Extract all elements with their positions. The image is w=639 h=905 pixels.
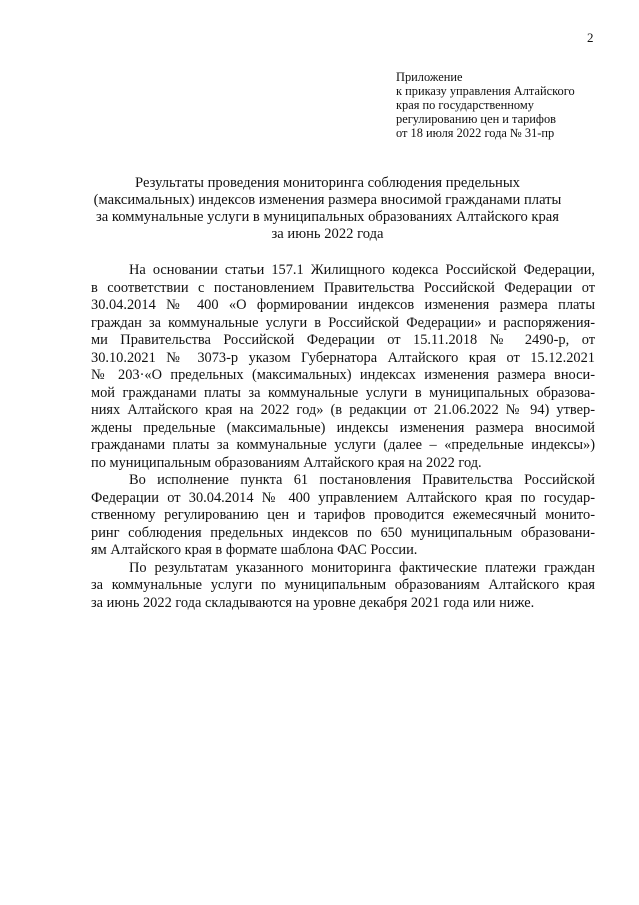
text-line: за июнь 2022 года складываются на уровне декабря 2021 года или ниже. [91, 594, 535, 611]
document-body [91, 262, 595, 612]
text-line: № 203·«О предельных (максимальных) индексах изменения размера вноси- [91, 367, 595, 383]
paragraph-monitoring [91, 472, 595, 560]
text-line: граждан за коммунальные услуги в Российской Федерации» и распоряжения- [91, 314, 595, 331]
page-number: 2 [587, 30, 594, 45]
text-line: ринг соблюдения предельных индексов по 650 муниципальным образовани- [91, 524, 595, 541]
text-line: ми Правительства Российской Федерации от 15.11.2018 № 2490-р, от [91, 332, 595, 348]
appendix-line: края по государственному [396, 98, 534, 112]
appendix-line: от 18 июля 2022 года № 31-пр [396, 126, 555, 140]
text-line: ственному регулированию цен и тарифов проводится ежемесячный монито- [91, 507, 595, 523]
text-line: 30.04.2014 № 400 «О формировании индексов изменения размера платы [91, 297, 595, 313]
text-line: мой гражданами платы за коммунальные услуги в муниципальных образова- [91, 384, 595, 401]
appendix-line: Приложение [396, 70, 463, 84]
appendix-block [396, 70, 626, 140]
paragraph-basis [91, 262, 595, 472]
text-line: ждены предельные (максимальные) индексы изменения размера вносимой [91, 419, 595, 436]
appendix-line: регулированию цен и тарифов [396, 112, 556, 126]
text-line: Федерации от 30.04.2014 № 400 управлением Алтайского края по государ- [91, 489, 595, 506]
text-line: По результатам указанного мониторинга фактические платежи граждан [129, 559, 595, 576]
appendix-line: к приказу управления Алтайского [396, 84, 575, 98]
title-line: Результаты проведения мониторинга соблюдения предельных [135, 175, 520, 191]
title-line: (максимальных) индексов изменения размера вносимой гражданами платы [93, 192, 562, 208]
title-line: за июнь 2022 года [271, 226, 384, 242]
text-line: гражданами платы за коммунальные услуги (далее – «предельные индексы») [91, 437, 595, 453]
text-line: ниях Алтайского края на 2022 год» (в редакции от 21.06.2022 № 94) утвер- [91, 402, 595, 418]
text-line: Во исполнение пункта 61 постановления Правительства Российской [129, 472, 595, 488]
title-line: за коммунальные услуги в муниципальных образованиях Алтайского края [95, 209, 559, 225]
text-line: по муниципальным образованиям Алтайского края на 2022 год. [91, 454, 482, 471]
text-line: На основании статьи 157.1 Жилищного кодекса Российской Федерации, [129, 262, 595, 278]
text-line: за коммунальные услуги по муниципальным образованиям Алтайского края [91, 577, 595, 593]
document-title [80, 175, 575, 243]
text-line: 30.10.2021 № 3073-р указом Губернатора Алтайского края от 15.12.2021 [91, 349, 595, 366]
text-line: в соответствии с постановлением Правительства Российской Федерации от [91, 279, 595, 296]
paragraph-results [91, 560, 595, 613]
text-line: ям Алтайского края в формате шаблона ФАС России. [91, 542, 418, 558]
